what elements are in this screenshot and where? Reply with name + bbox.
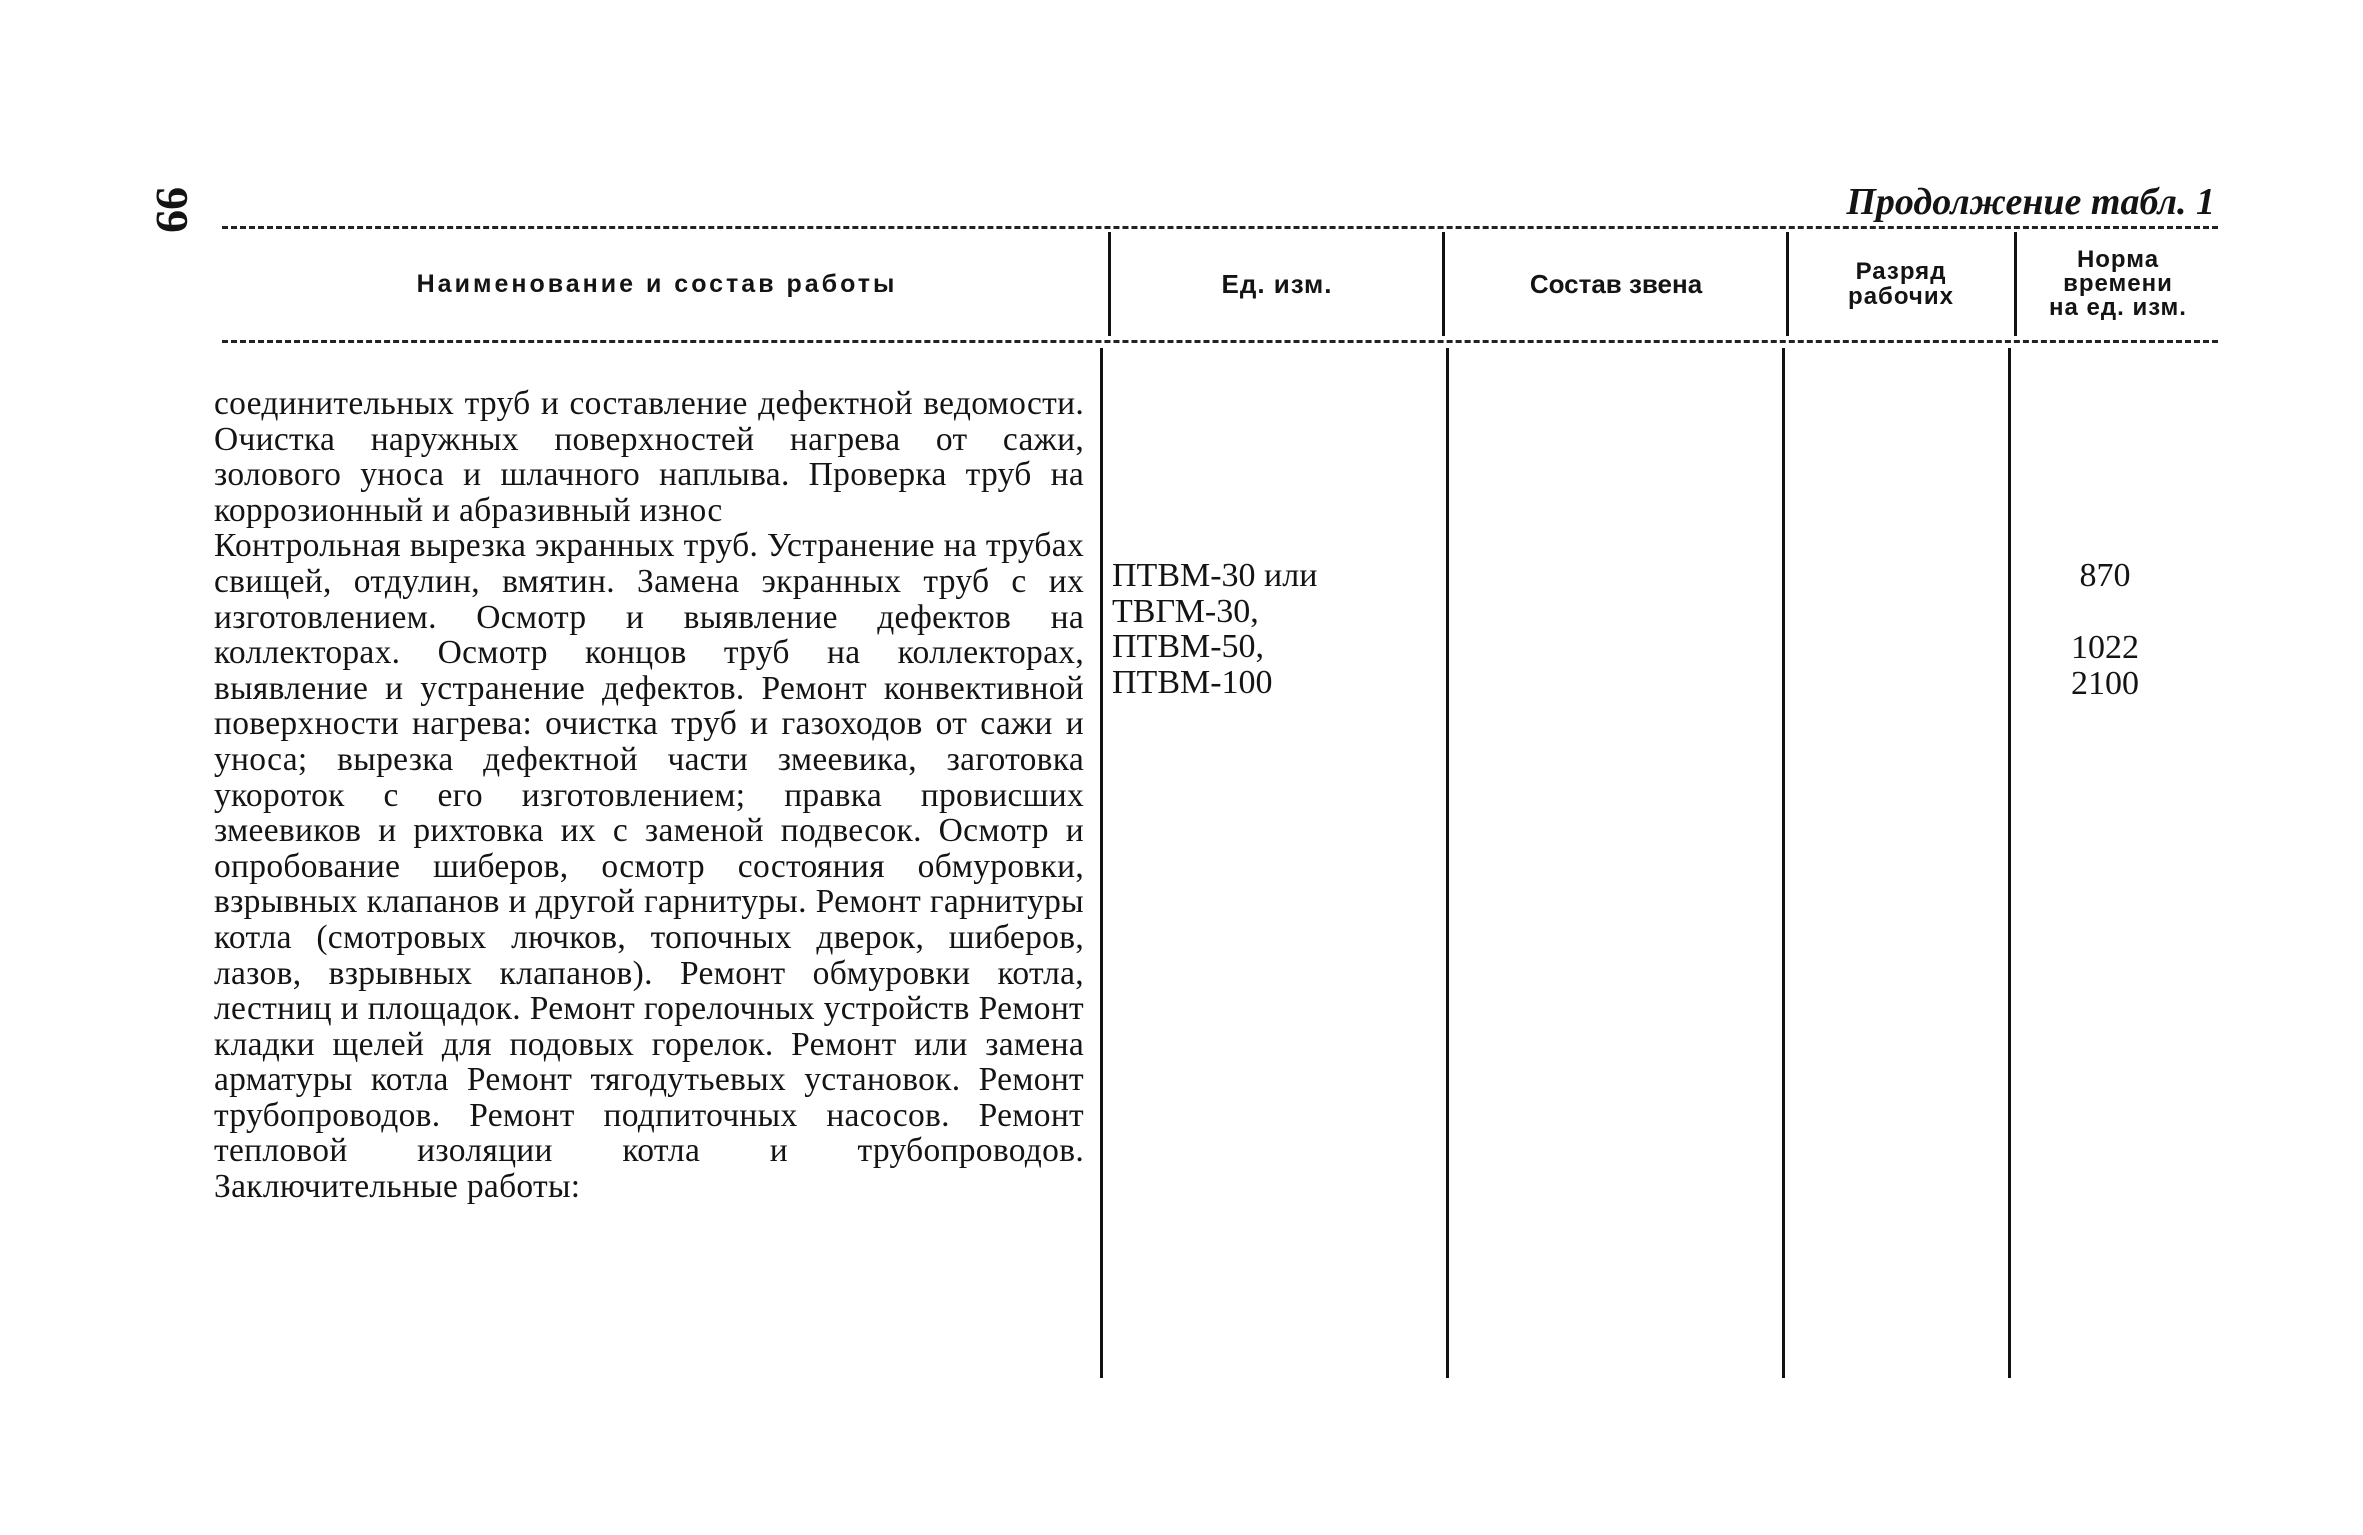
header-separator-3 — [1786, 232, 1789, 336]
work-description — [214, 386, 1084, 1205]
header-crew-text: Состав звена — [1529, 269, 1703, 299]
header-norm-line1: Норма — [2076, 246, 2160, 273]
continuation-title: Продолжение табл. 1 — [1846, 181, 2215, 223]
norm-value: 1022 — [2071, 629, 2139, 666]
header-name-text: Наименование и состав работы — [416, 270, 898, 298]
header-unit-text: Ед. изм. — [1221, 269, 1333, 299]
unit-item: ПТВМ-30 или — [1112, 557, 1318, 594]
norm-value: 2100 — [2071, 665, 2139, 702]
norm-value: 870 — [2079, 557, 2131, 594]
unit-item: ПТВМ-50, — [1112, 628, 1265, 666]
unit-list — [1112, 558, 1412, 700]
header-grade — [1790, 232, 2012, 336]
header-crew — [1446, 232, 1786, 336]
header-separator-1 — [1108, 232, 1111, 336]
unit-item: ПТВМ-100 — [1112, 663, 1273, 701]
header-separator-2 — [1442, 232, 1445, 336]
header-norm-line2: времени — [2063, 270, 2173, 297]
header-norm-line3: на ед. изм. — [2049, 294, 2187, 321]
description-paragraph-1: соединительных труб и составление дефектной ведомости. Очистка наружных поверхностей нагрева от сажи, золового уноса и шлачного наплыва. Проверка труб на коррозионный и абразивный износ — [214, 385, 1084, 529]
table-header-rule — [222, 340, 2218, 343]
header-unit — [1112, 232, 1442, 336]
description-paragraph-2: Контрольная вырезка экранных труб. Устранение на трубах свищей, отдулин, вмятин. Замена экранных труб с их изготовлением. Осмотр и выявление дефектов на коллекторах. Осмотр концов труб на коллекторах, выявление и устранение дефектов. Ремонт конвективной поверхности нагрева: очистка труб и газоходов от сажи и уноса; вырезка дефектной части змеевика, заготовка укороток с его изготовлением; правка провисших змеевиков и рихтовка их с заменой подвесок. Осмотр и опробование шиберов, осмотр состояния обмуровки, взрывных клапанов и другой гарнитуры. Ремонт гарнитуры котла (смотровых лючков, топочных дверок, шиберов, лазов, взрывных клапанов). Ремонт обмуровки котла, лестниц и площадок. Ремонт горелочных устройств Ремонт кладки щелей для подовых горелок. Ремонт или замена арматуры котла Ремонт тягодутьевых установок. Ремонт трубопроводов. Ремонт подпиточных насосов. Ремонт тепловой изоляции котла и трубопроводов. Заключительные работы: — [214, 527, 1084, 1206]
header-grade-line1: Разряд — [1855, 258, 1947, 285]
unit-item: ТВГМ-30, — [1112, 592, 1259, 630]
body-separator-2 — [1446, 348, 1449, 1378]
page-number: 99 — [147, 187, 198, 233]
header-grade-line2: рабочих — [1848, 283, 1954, 310]
body-separator-1 — [1100, 348, 1103, 1378]
body-separator-3 — [1782, 348, 1785, 1378]
table-top-rule — [222, 226, 2218, 229]
header-separator-4 — [2014, 232, 2017, 336]
header-norm — [2018, 232, 2218, 336]
header-name-of-work — [214, 232, 1100, 336]
body-separator-4 — [2008, 348, 2011, 1378]
